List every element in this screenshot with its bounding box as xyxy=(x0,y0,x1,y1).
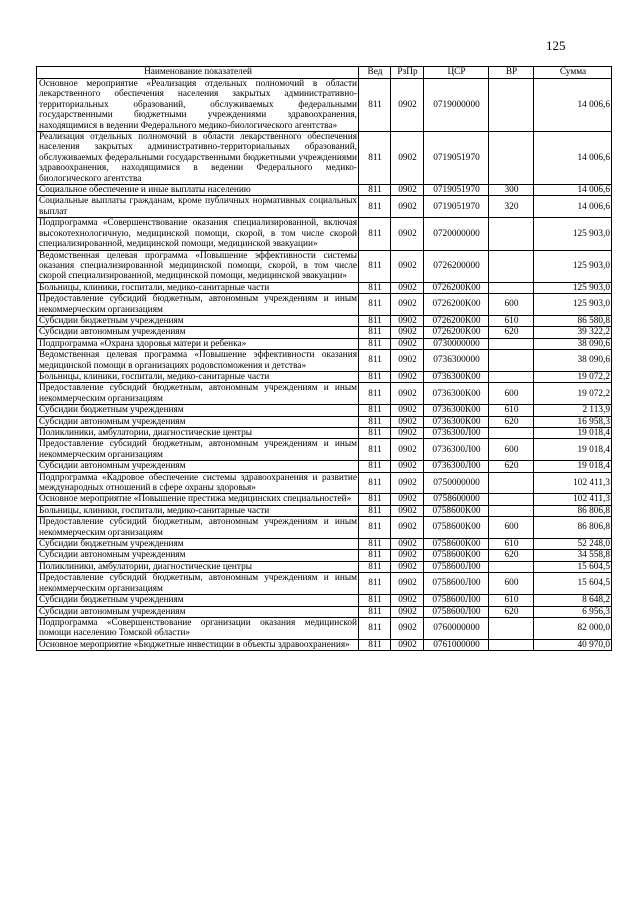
cell-name: Предоставление субсидий бюджетным, автономным учреждениям и иным некоммерческим организациям xyxy=(37,294,359,316)
header-csr: ЦСР xyxy=(424,67,489,79)
cell-csr: 0736300К00 xyxy=(424,371,489,382)
cell-vr: 610 xyxy=(489,539,534,550)
cell-ved: 811 xyxy=(359,639,391,650)
cell-ved: 811 xyxy=(359,472,391,494)
table-row xyxy=(37,405,612,416)
cell-vr xyxy=(489,639,534,650)
cell-rzpr: 0902 xyxy=(391,428,424,439)
cell-vr: 610 xyxy=(489,595,534,606)
cell-name: Подпрограмма «Кадровое обеспечение системы здравоохранения и развитие международных отношений в сфере охраны здоровья» xyxy=(37,472,359,494)
cell-name: Больницы, клиники, госпитали, медико-санитарные части xyxy=(37,371,359,382)
cell-sum: 19 018,4 xyxy=(534,461,612,472)
cell-vr: 600 xyxy=(489,517,534,539)
cell-ved: 811 xyxy=(359,327,391,338)
cell-sum: 14 006,6 xyxy=(534,185,612,196)
cell-name: Субсидии бюджетным учреждениям xyxy=(37,539,359,550)
cell-csr: 0758600Л00 xyxy=(424,573,489,595)
cell-csr: 0726200К00 xyxy=(424,282,489,293)
cell-name: Предоставление субсидий бюджетным, автономным учреждениям и иным некоммерческим организациям xyxy=(37,439,359,461)
cell-vr xyxy=(489,338,534,349)
cell-ved: 811 xyxy=(359,185,391,196)
cell-csr: 0758600К00 xyxy=(424,517,489,539)
cell-sum: 86 806,8 xyxy=(534,505,612,516)
cell-sum: 14 006,6 xyxy=(534,196,612,218)
table-row xyxy=(37,561,612,572)
cell-csr: 0736300К00 xyxy=(424,383,489,405)
cell-sum: 14 006,6 xyxy=(534,132,612,185)
cell-vr xyxy=(489,617,534,639)
cell-vr xyxy=(489,132,534,185)
cell-rzpr: 0902 xyxy=(391,472,424,494)
table-row xyxy=(37,282,612,293)
cell-ved: 811 xyxy=(359,517,391,539)
header-rzpr: РзПр xyxy=(391,67,424,79)
cell-name: Субсидии автономным учреждениям xyxy=(37,606,359,617)
cell-sum: 125 903,0 xyxy=(534,282,612,293)
cell-name: Субсидии автономным учреждениям xyxy=(37,461,359,472)
cell-sum: 38 090,6 xyxy=(534,350,612,372)
cell-sum: 40 970,0 xyxy=(534,639,612,650)
cell-vr: 610 xyxy=(489,405,534,416)
cell-sum: 2 113,9 xyxy=(534,405,612,416)
table-row xyxy=(37,315,612,326)
cell-ved: 811 xyxy=(359,315,391,326)
cell-name: Субсидии автономным учреждениям xyxy=(37,550,359,561)
cell-rzpr: 0902 xyxy=(391,196,424,218)
cell-name: Предоставление субсидий бюджетным, автономным учреждениям и иным некоммерческим организациям xyxy=(37,383,359,405)
cell-csr: 0736300К00 xyxy=(424,405,489,416)
cell-rzpr: 0902 xyxy=(391,416,424,427)
table-row xyxy=(37,416,612,427)
cell-ved: 811 xyxy=(359,505,391,516)
cell-csr: 0761000000 xyxy=(424,639,489,650)
cell-vr: 600 xyxy=(489,439,534,461)
cell-rzpr: 0902 xyxy=(391,606,424,617)
cell-name: Социальное обеспечение и иные выплаты населению xyxy=(37,185,359,196)
cell-csr: 0726200К00 xyxy=(424,327,489,338)
cell-csr: 0730000000 xyxy=(424,338,489,349)
cell-rzpr: 0902 xyxy=(391,617,424,639)
table-row xyxy=(37,573,612,595)
header-vr: ВР xyxy=(489,67,534,79)
cell-rzpr: 0902 xyxy=(391,282,424,293)
cell-name: Предоставление субсидий бюджетным, автономным учреждениям и иным некоммерческим организациям xyxy=(37,517,359,539)
cell-vr xyxy=(489,79,534,132)
cell-csr: 0726200000 xyxy=(424,250,489,282)
cell-csr: 0758600000 xyxy=(424,494,489,505)
cell-sum: 125 903,0 xyxy=(534,218,612,250)
table-body xyxy=(37,79,612,651)
cell-vr: 620 xyxy=(489,606,534,617)
cell-sum: 102 411,3 xyxy=(534,494,612,505)
table-row xyxy=(37,185,612,196)
cell-name: Субсидии бюджетным учреждениям xyxy=(37,405,359,416)
cell-sum: 19 072,2 xyxy=(534,383,612,405)
table-row xyxy=(37,439,612,461)
table-row xyxy=(37,218,612,250)
table-row xyxy=(37,79,612,132)
cell-ved: 811 xyxy=(359,550,391,561)
cell-csr: 0736300Л00 xyxy=(424,428,489,439)
cell-name: Субсидии автономным учреждениям xyxy=(37,416,359,427)
cell-vr: 620 xyxy=(489,416,534,427)
cell-rzpr: 0902 xyxy=(391,383,424,405)
cell-name: Больницы, клиники, госпитали, медико-санитарные части xyxy=(37,282,359,293)
cell-rzpr: 0902 xyxy=(391,338,424,349)
cell-vr xyxy=(489,494,534,505)
table-row xyxy=(37,294,612,316)
cell-vr xyxy=(489,218,534,250)
table-row xyxy=(37,461,612,472)
cell-name: Предоставление субсидий бюджетным, автономным учреждениям и иным некоммерческим организациям xyxy=(37,573,359,595)
cell-vr xyxy=(489,428,534,439)
table-row xyxy=(37,505,612,516)
cell-csr: 0736300000 xyxy=(424,350,489,372)
cell-sum: 19 018,4 xyxy=(534,428,612,439)
cell-sum: 15 604,5 xyxy=(534,573,612,595)
table-row xyxy=(37,494,612,505)
cell-rzpr: 0902 xyxy=(391,561,424,572)
cell-rzpr: 0902 xyxy=(391,439,424,461)
cell-vr: 300 xyxy=(489,185,534,196)
cell-sum: 86 806,8 xyxy=(534,517,612,539)
cell-name: Основное мероприятие «Реализация отдельных полномочий в области лекарственного обеспечения населения закрытых административно-территориальных образований, обслуживаемых федеральными государственными бюджетными учреждениями здравоохранения, находящимися в ведении Федерального медико-биологического агентства» xyxy=(37,79,359,132)
table-row xyxy=(37,539,612,550)
cell-name: Ведомственная целевая программа «Повышение эффективности системы оказания специализированной медицинской помощи, скорой, в том числе скорой специализированной, медицинской помощи, медицинской эвакуации» xyxy=(37,250,359,282)
cell-name: Подпрограмма «Совершенствование организации оказания медицинской помощи населению Томской области» xyxy=(37,617,359,639)
cell-csr: 0719000000 xyxy=(424,79,489,132)
cell-ved: 811 xyxy=(359,218,391,250)
cell-vr: 600 xyxy=(489,383,534,405)
cell-ved: 811 xyxy=(359,250,391,282)
cell-rzpr: 0902 xyxy=(391,250,424,282)
cell-rzpr: 0902 xyxy=(391,517,424,539)
cell-rzpr: 0902 xyxy=(391,494,424,505)
table-row xyxy=(37,595,612,606)
cell-vr xyxy=(489,561,534,572)
table-row xyxy=(37,371,612,382)
cell-rzpr: 0902 xyxy=(391,539,424,550)
cell-sum: 15 604,5 xyxy=(534,561,612,572)
cell-ved: 811 xyxy=(359,79,391,132)
cell-csr: 0736300Л00 xyxy=(424,461,489,472)
cell-rzpr: 0902 xyxy=(391,327,424,338)
cell-vr: 620 xyxy=(489,550,534,561)
cell-name: Субсидии бюджетным учреждениям xyxy=(37,595,359,606)
cell-csr: 0758600Л00 xyxy=(424,595,489,606)
cell-ved: 811 xyxy=(359,617,391,639)
header-name: Наименование показателей xyxy=(37,67,359,79)
cell-ved: 811 xyxy=(359,294,391,316)
table-row xyxy=(37,639,612,650)
table-row xyxy=(37,132,612,185)
cell-ved: 811 xyxy=(359,439,391,461)
table-row xyxy=(37,550,612,561)
cell-vr: 620 xyxy=(489,461,534,472)
cell-csr: 0736300К00 xyxy=(424,416,489,427)
cell-name: Больницы, клиники, госпитали, медико-санитарные части xyxy=(37,505,359,516)
table-header-row xyxy=(37,67,612,79)
table-row xyxy=(37,196,612,218)
cell-vr: 320 xyxy=(489,196,534,218)
table-row xyxy=(37,606,612,617)
cell-csr: 0758600К00 xyxy=(424,539,489,550)
table-row xyxy=(37,472,612,494)
cell-csr: 0719051970 xyxy=(424,132,489,185)
cell-ved: 811 xyxy=(359,416,391,427)
cell-rzpr: 0902 xyxy=(391,405,424,416)
cell-csr: 0726200К00 xyxy=(424,315,489,326)
cell-rzpr: 0902 xyxy=(391,132,424,185)
cell-vr: 600 xyxy=(489,294,534,316)
cell-name: Поликлиники, амбулатории, диагностические центры xyxy=(37,428,359,439)
table-row xyxy=(37,517,612,539)
cell-name: Подпрограмма «Совершенствование оказания специализированной, включая высокотехнологичную, медицинской помощи, скорой, в том числе скорой специализированной, медицинской помощи, медицинской эвакуации» xyxy=(37,218,359,250)
cell-sum: 19 018,4 xyxy=(534,439,612,461)
table-row xyxy=(37,428,612,439)
cell-sum: 34 558,8 xyxy=(534,550,612,561)
cell-ved: 811 xyxy=(359,371,391,382)
cell-rzpr: 0902 xyxy=(391,505,424,516)
cell-vr xyxy=(489,282,534,293)
cell-name: Подпрограмма «Охрана здоровья матери и ребенка» xyxy=(37,338,359,349)
cell-sum: 52 248,0 xyxy=(534,539,612,550)
cell-ved: 811 xyxy=(359,606,391,617)
cell-vr: 600 xyxy=(489,573,534,595)
cell-name: Субсидии бюджетным учреждениям xyxy=(37,315,359,326)
cell-ved: 811 xyxy=(359,338,391,349)
cell-name: Социальные выплаты гражданам, кроме публичных нормативных социальных выплат xyxy=(37,196,359,218)
cell-ved: 811 xyxy=(359,573,391,595)
cell-sum: 102 411,3 xyxy=(534,472,612,494)
cell-rzpr: 0902 xyxy=(391,185,424,196)
cell-ved: 811 xyxy=(359,539,391,550)
cell-sum: 16 958,3 xyxy=(534,416,612,427)
cell-name: Поликлиники, амбулатории, диагностические центры xyxy=(37,561,359,572)
cell-vr xyxy=(489,472,534,494)
cell-csr: 0758600К00 xyxy=(424,550,489,561)
cell-ved: 811 xyxy=(359,461,391,472)
cell-csr: 0726200К00 xyxy=(424,294,489,316)
cell-sum: 86 580,8 xyxy=(534,315,612,326)
cell-ved: 811 xyxy=(359,494,391,505)
cell-rzpr: 0902 xyxy=(391,294,424,316)
cell-rzpr: 0902 xyxy=(391,550,424,561)
cell-csr: 0736300Л00 xyxy=(424,439,489,461)
cell-rzpr: 0902 xyxy=(391,461,424,472)
table-row xyxy=(37,338,612,349)
cell-name: Основное мероприятие «Бюджетные инвестиции в объекты здравоохранения» xyxy=(37,639,359,650)
cell-rzpr: 0902 xyxy=(391,639,424,650)
budget-table xyxy=(36,66,612,651)
cell-name: Реализация отдельных полномочий в области лекарственного обеспечения населения закрытых административно-территориальных образований, обслуживаемых федеральными государственными бюджетными учреждениями здравоохранения, находящимися в ведении Федерального медико-биологического агентства xyxy=(37,132,359,185)
cell-sum: 82 000,0 xyxy=(534,617,612,639)
cell-sum: 6 956,3 xyxy=(534,606,612,617)
cell-vr xyxy=(489,505,534,516)
table-row xyxy=(37,383,612,405)
cell-ved: 811 xyxy=(359,282,391,293)
cell-csr: 0750000000 xyxy=(424,472,489,494)
cell-sum: 8 648,2 xyxy=(534,595,612,606)
cell-ved: 811 xyxy=(359,561,391,572)
cell-csr: 0758600Л00 xyxy=(424,606,489,617)
cell-vr: 620 xyxy=(489,327,534,338)
cell-ved: 811 xyxy=(359,428,391,439)
cell-csr: 0758600К00 xyxy=(424,505,489,516)
cell-rzpr: 0902 xyxy=(391,371,424,382)
cell-name: Субсидии автономным учреждениям xyxy=(37,327,359,338)
cell-vr xyxy=(489,250,534,282)
cell-rzpr: 0902 xyxy=(391,595,424,606)
cell-ved: 811 xyxy=(359,196,391,218)
cell-ved: 811 xyxy=(359,405,391,416)
cell-csr: 0720000000 xyxy=(424,218,489,250)
header-ved: Вед xyxy=(359,67,391,79)
table-row xyxy=(37,327,612,338)
cell-vr xyxy=(489,350,534,372)
cell-name: Ведомственная целевая программа «Повышение эффективности оказания медицинской помощи в организациях родовспоможения и детства» xyxy=(37,350,359,372)
table-row xyxy=(37,250,612,282)
cell-sum: 39 322,2 xyxy=(534,327,612,338)
table-row xyxy=(37,617,612,639)
cell-rzpr: 0902 xyxy=(391,315,424,326)
cell-rzpr: 0902 xyxy=(391,350,424,372)
cell-rzpr: 0902 xyxy=(391,218,424,250)
cell-sum: 19 072,2 xyxy=(534,371,612,382)
cell-sum: 125 903,0 xyxy=(534,250,612,282)
cell-csr: 0758600Л00 xyxy=(424,561,489,572)
cell-csr: 0719051970 xyxy=(424,185,489,196)
cell-sum: 125 903,0 xyxy=(534,294,612,316)
cell-vr xyxy=(489,371,534,382)
table-row xyxy=(37,350,612,372)
cell-vr: 610 xyxy=(489,315,534,326)
cell-ved: 811 xyxy=(359,595,391,606)
cell-ved: 811 xyxy=(359,132,391,185)
header-sum: Сумма xyxy=(534,67,612,79)
cell-ved: 811 xyxy=(359,350,391,372)
cell-ved: 811 xyxy=(359,383,391,405)
cell-name: Основное мероприятие «Повышение престижа медицинских специальностей» xyxy=(37,494,359,505)
cell-csr: 0719051970 xyxy=(424,196,489,218)
cell-rzpr: 0902 xyxy=(391,573,424,595)
cell-sum: 38 090,6 xyxy=(534,338,612,349)
cell-sum: 14 006,6 xyxy=(534,79,612,132)
cell-csr: 0760000000 xyxy=(424,617,489,639)
page-number: 125 xyxy=(546,38,566,53)
cell-rzpr: 0902 xyxy=(391,79,424,132)
